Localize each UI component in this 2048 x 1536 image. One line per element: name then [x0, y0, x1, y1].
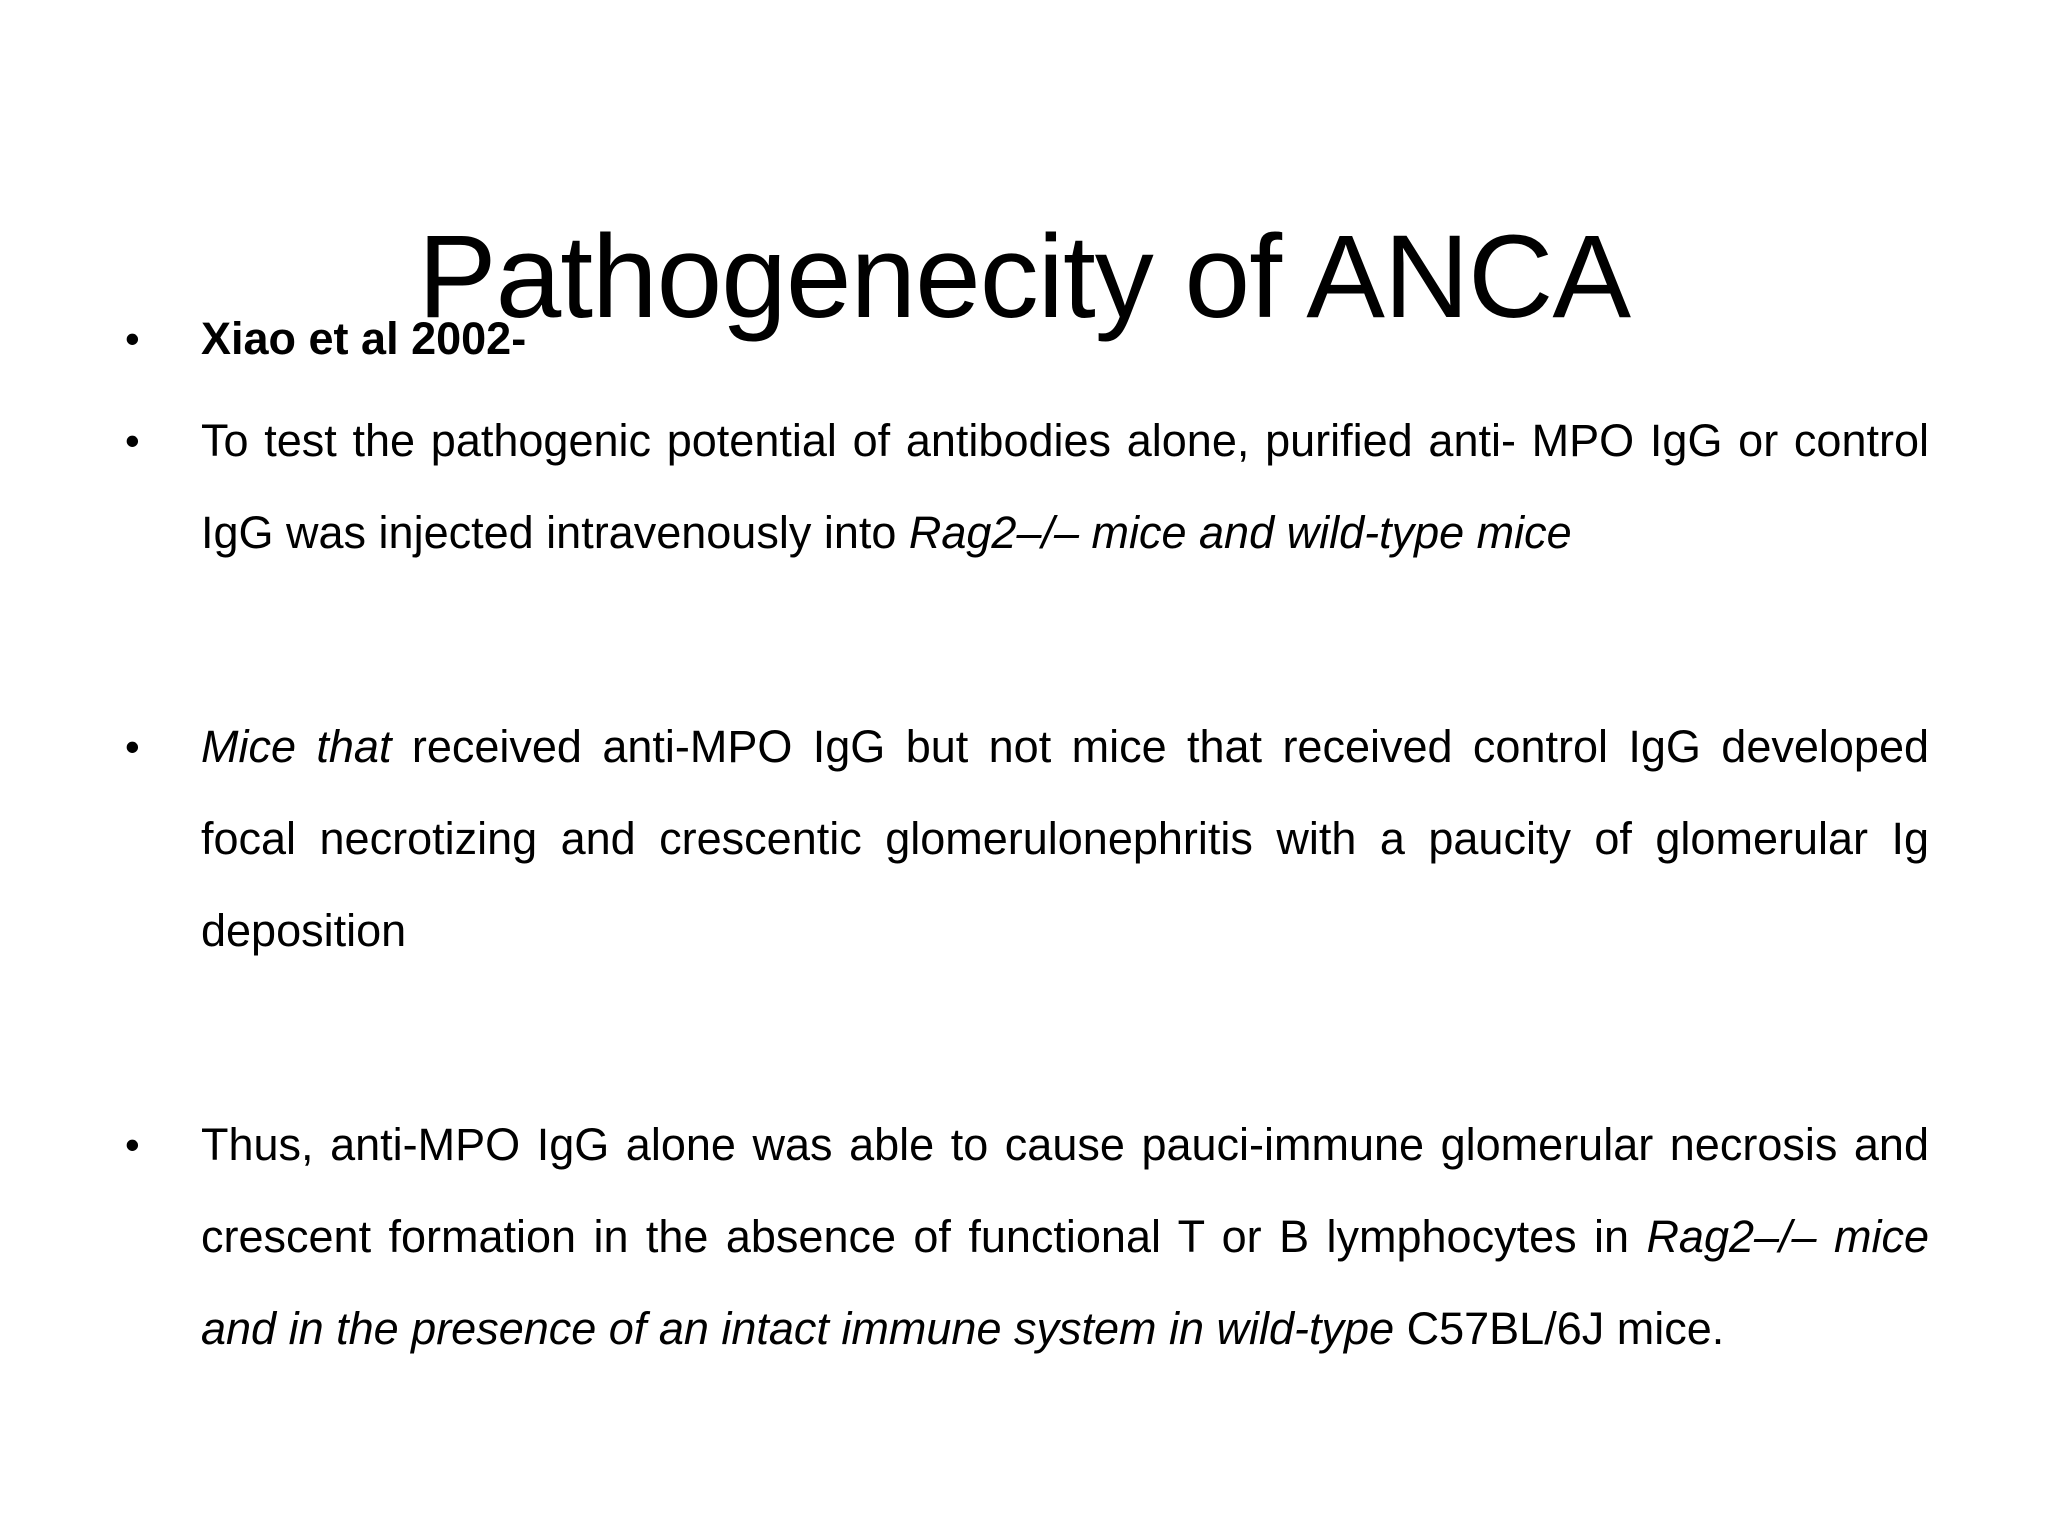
item-text-end: C57BL/6J mice. — [1394, 1303, 1725, 1354]
bullet-icon: • — [125, 723, 140, 770]
bullet-icon: • — [125, 315, 140, 362]
bullet-icon: • — [125, 417, 140, 464]
citation-heading: Xiao et al 2002- — [201, 313, 527, 364]
item-italic-text: Mice that — [201, 721, 392, 772]
item-text: received anti-MPO IgG but not mice that received control IgG developed focal necrotizing and crescentic glomerulonephritis with a paucity of glomerular Ig deposition — [201, 721, 1929, 956]
item-italic-text: Rag2–/– mice and wild-type mice — [908, 507, 1572, 558]
bullet-icon: • — [125, 1121, 140, 1168]
list-item — [201, 701, 1929, 977]
list-item — [201, 1099, 1929, 1375]
list-item-heading — [201, 293, 1929, 385]
item-text: Thus, anti-MPO IgG alone was able to cause pauci-immune glomerular necrosis and crescent formation in the absence of functional T or B lymphocytes in — [201, 1119, 1929, 1262]
slide-title: Pathogenecity of ANCA — [417, 211, 1631, 344]
list-item — [201, 395, 1929, 579]
item-italic-text: Rag2–/– mice and in the presence of an intact immune system in wild-type — [201, 1211, 1929, 1354]
item-text: To test the pathogenic potential of antibodies alone, purified anti- MPO IgG or control IgG was injected intravenously into — [201, 415, 1929, 558]
